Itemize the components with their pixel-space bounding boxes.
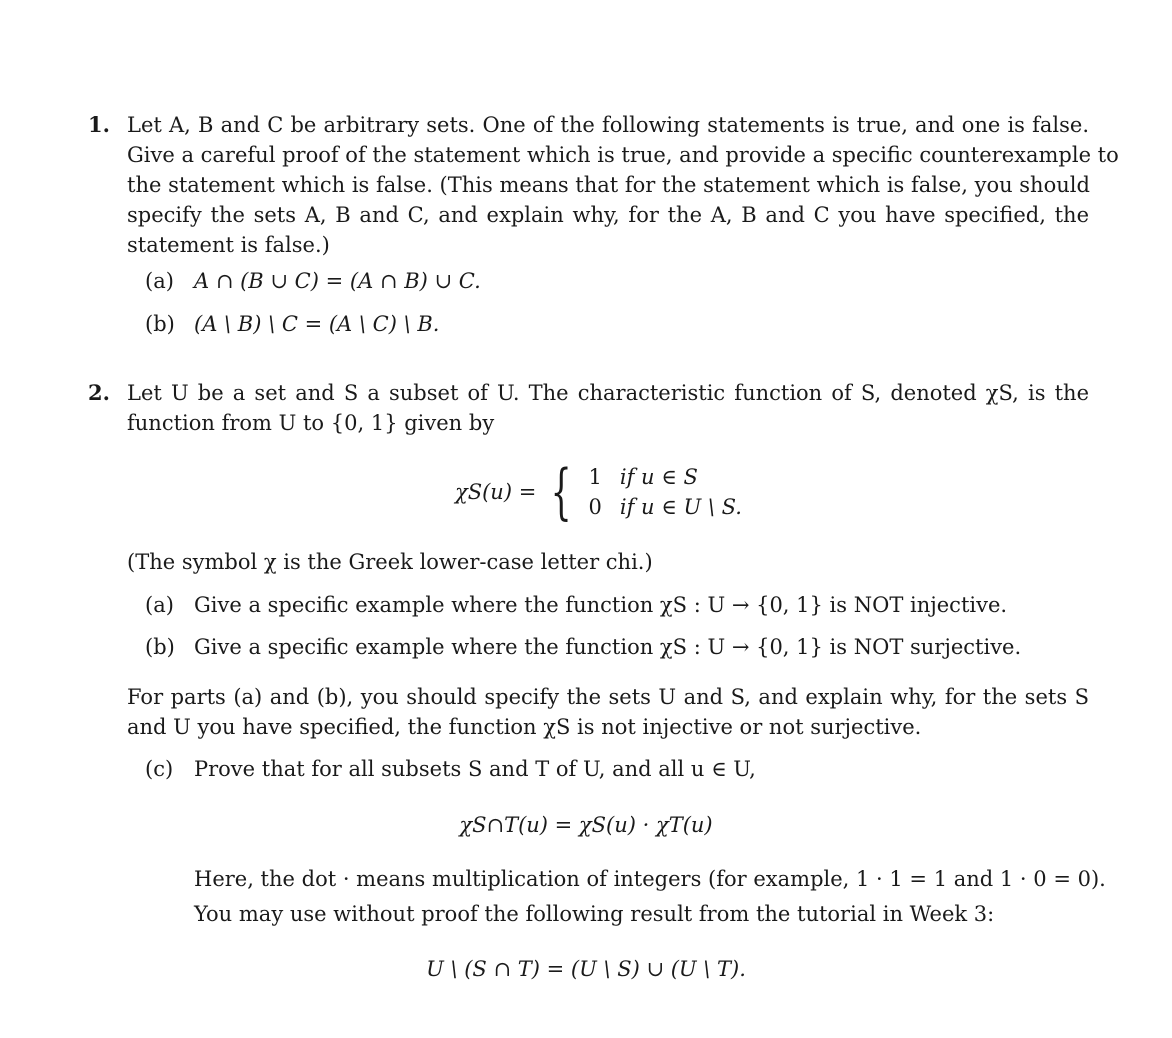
question-2-intro-line-2: function from U to {0, 1} given by xyxy=(127,411,495,435)
question-2c-label: (c) xyxy=(145,757,174,781)
question-1-line-2: Give a careful proof of the statement which is true, and provide a specific counterexample to xyxy=(127,143,1119,167)
question-1-line-1: Let A, B and C be arbitrary sets. One of the following statements is true, and one is false. xyxy=(127,113,1089,137)
case-1-condition: if u ∈ S xyxy=(619,465,698,489)
case-2-condition: if u ∈ U \ S. xyxy=(619,495,742,519)
question-1-line-4: specify the sets A, B and C, and explain why, for the A, B and C you have specified, the xyxy=(127,203,1089,227)
question-2a-text: Give a specific example where the function χS : U → {0, 1} is NOT injective. xyxy=(194,593,1008,617)
question-2c-note-line-2: You may use without proof the following result from the tutorial in Week 3: xyxy=(194,902,995,926)
parts-note-line-1: For parts (a) and (b), you should specify the sets U and S, and explain why, for the sets S xyxy=(127,685,1089,709)
question-1b-statement: (A \ B) \ C = (A \ C) \ B. xyxy=(194,312,440,336)
definition-lhs: χS(u) = xyxy=(455,480,537,504)
question-2b-label: (b) xyxy=(145,635,175,659)
tutorial-result-formula: U \ (S ∩ T) = (U \ S) ∪ (U \ T). xyxy=(426,957,746,981)
question-1b-label: (b) xyxy=(145,312,175,336)
question-2-intro-line-1: Let U be a set and S a subset of U. The characteristic function of S, denoted χS, is the xyxy=(127,381,1089,405)
characteristic-function-definition xyxy=(455,457,742,527)
question-1-number: 1. xyxy=(88,112,110,137)
question-2b-text: Give a specific example where the function χS : U → {0, 1} is NOT surjective. xyxy=(194,635,1022,659)
question-1a-statement: A ∩ (B ∪ C) = (A ∩ B) ∪ C. xyxy=(194,269,481,293)
parts-note-line-2: and U you have specified, the function χS is not injective or not surjective. xyxy=(127,715,922,739)
question-2a-label: (a) xyxy=(145,593,174,617)
question-1a-label: (a) xyxy=(145,269,174,293)
case-1-value: 1 xyxy=(588,465,602,489)
definition-cases xyxy=(588,462,741,522)
case-2-value: 0 xyxy=(588,495,602,519)
chi-symbol-note: (The symbol χ is the Greek lower-case letter chi.) xyxy=(127,550,653,574)
left-brace: { xyxy=(550,457,572,527)
question-2-number: 2. xyxy=(88,380,110,405)
question-2c-formula: χS∩T(u) = χS(u) · χT(u) xyxy=(459,813,713,837)
question-2c-note-line-1: Here, the dot · means multiplication of integers (for example, 1 · 1 = 1 and 1 · 0 = 0). xyxy=(194,867,1106,891)
question-1-line-5: statement is false.) xyxy=(127,233,330,257)
question-2c-text: Prove that for all subsets S and T of U, and all u ∈ U, xyxy=(194,757,756,781)
question-1-line-3: the statement which is false. (This means that for the statement which is false, you should xyxy=(127,173,1090,197)
